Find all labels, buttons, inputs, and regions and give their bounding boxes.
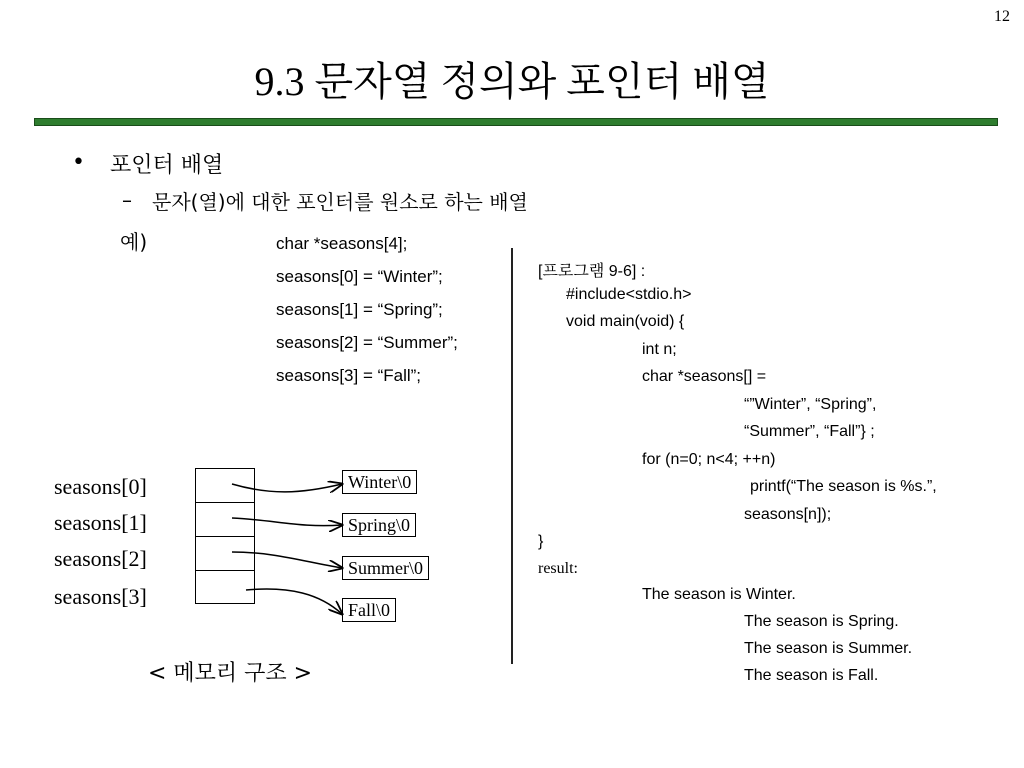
program-header: [프로그램 9-6] : (538, 263, 646, 280)
bullet-marker: • (72, 150, 85, 175)
program-line: printf(“The season is %s.”, (750, 478, 937, 495)
code-line: seasons[1] = “Spring”; (276, 300, 443, 319)
code-line: char *seasons[4]; (276, 234, 408, 253)
result-label: result: (538, 560, 578, 577)
program-line: “Summer”, “Fall”} ; (744, 423, 875, 440)
pointer-arrow (232, 552, 342, 568)
string-box: Fall\0 (342, 598, 396, 622)
output-line: The season is Summer. (744, 640, 913, 657)
output-line: The season is Fall. (744, 667, 879, 684)
program-line: seasons[n]); (744, 506, 832, 523)
sub-bullet-marker: – (122, 188, 132, 212)
memory-label: seasons[0] (54, 474, 147, 499)
program-line: “”Winter”, “Spring”, (744, 396, 877, 413)
pointer-arrow (246, 589, 342, 614)
memory-caption: < 메모리 구조 > (148, 661, 313, 686)
sub-bullet-text: 문자(열)에 대한 포인터를 원소로 하는 배열 (152, 190, 528, 214)
program-line: void main(void) { (566, 313, 685, 330)
example-label: 예) (120, 230, 148, 254)
bullet-text: 포인터 배열 (110, 153, 224, 178)
pointer-arrow (232, 484, 342, 492)
memory-label: seasons[2] (54, 546, 147, 571)
page-number: 12 (994, 8, 1010, 25)
output-line: The season is Spring. (744, 613, 899, 630)
code-line: seasons[0] = “Winter”; (276, 267, 443, 286)
code-line: seasons[3] = “Fall”; (276, 366, 422, 385)
pointer-arrow (232, 518, 342, 526)
program-line: int n; (642, 341, 677, 358)
memory-label: seasons[3] (54, 584, 147, 609)
program-line: } (538, 533, 544, 550)
memory-label: seasons[1] (54, 510, 147, 535)
string-box: Winter\0 (342, 470, 417, 494)
program-line: for (n=0; n<4; ++n) (642, 451, 776, 468)
string-box: Spring\0 (342, 513, 416, 537)
slide-title: 9.3 문자열 정의와 포인터 배열 (254, 59, 770, 104)
code-line: seasons[2] = “Summer”; (276, 333, 458, 352)
program-line: #include<stdio.h> (566, 286, 692, 303)
output-line: The season is Winter. (642, 586, 796, 603)
program-line: char *seasons[] = (642, 368, 767, 385)
string-box: Summer\0 (342, 556, 429, 580)
